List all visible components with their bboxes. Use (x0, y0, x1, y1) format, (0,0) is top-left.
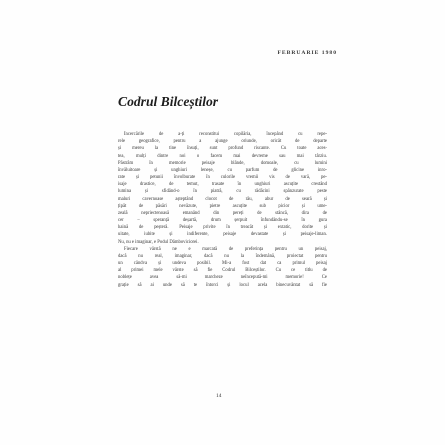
page-number: 14 (216, 393, 222, 399)
text-line: cer – speranță deșartă, drum șerpuit înfundându-se în gura (118, 218, 327, 224)
body-text (118, 131, 327, 289)
running-head: FEBRUARIE 1980 (277, 50, 337, 56)
text-line: Nu, nu e imaginar, e Podul Dâmboviciorei. (118, 239, 199, 245)
text-line: noblețe avea să-mi marcheze neîncepută-mi memorie! Ce (118, 275, 327, 281)
text-line: rele geografice, pentru a ajunge oriunde, oricât de departe (118, 139, 327, 145)
text-line: rate și petunii învolburate în culorile vremii vis de vară, pe- (118, 175, 327, 181)
text-line: grație să ai unde să te întorci și locul acela binecuvântat să fie (118, 282, 327, 288)
text-line: Fiecare vârstă ne e marcată de preferința pentru un peisaj, (124, 246, 327, 252)
paragraph (118, 131, 327, 246)
text-line: Încercările de a-ți reconstitui copilăria, începând cu repe- (124, 132, 327, 137)
text-line: dacă nu real, imaginar, dacă nu la îndemână, proiectat pentru (118, 253, 327, 259)
text-line: un cândva și undeva posibil. Mi-a fost dat ca primul peisaj (118, 261, 327, 267)
text-line: al primei mele vârste să fie Codrul Bilceștilor. Cu ce titlu de (118, 268, 327, 274)
text-line: țipăt de păsări nevăzute, pietre ascuțite sub picior și ume- (118, 203, 327, 209)
text-line: învăluitoare și unghiuri leneșe, cu parfum de glicine inro- (118, 167, 327, 173)
paragraph (118, 246, 327, 289)
text-line: tea, mulți dintre noi o facem mai devreme sau mai târziu. (118, 153, 327, 159)
text-line: zeală nepriectenoasă emanând din pereți de stâncă, dira de (118, 210, 327, 216)
text-line: maluri cavernoase așteptând clocot de râu, abur de seară și (118, 196, 327, 202)
text-line: uitate, iubite și indiferente, peisaje devastate și peisaje-liman. (118, 232, 327, 238)
text-line: isaje drastice, de temut, trasate în unghiuri ascuțite crestând (118, 182, 327, 188)
text-line: haină de peșteră. Peisaje privite în treacăt și extatic, dorite și (118, 225, 327, 231)
text-line: și mereu la tine însuți, sunt profund riscante. Cu toate aces- (118, 146, 327, 152)
text-line: Păstrăm în memorie peisaje blânde, domoale, cu lumini (118, 160, 327, 166)
chapter-title: Codrul Bilceștilor (118, 94, 219, 109)
text-line: lumina și sfidând-o în piatră, cu rădăcini spânzurate peste (118, 189, 327, 195)
